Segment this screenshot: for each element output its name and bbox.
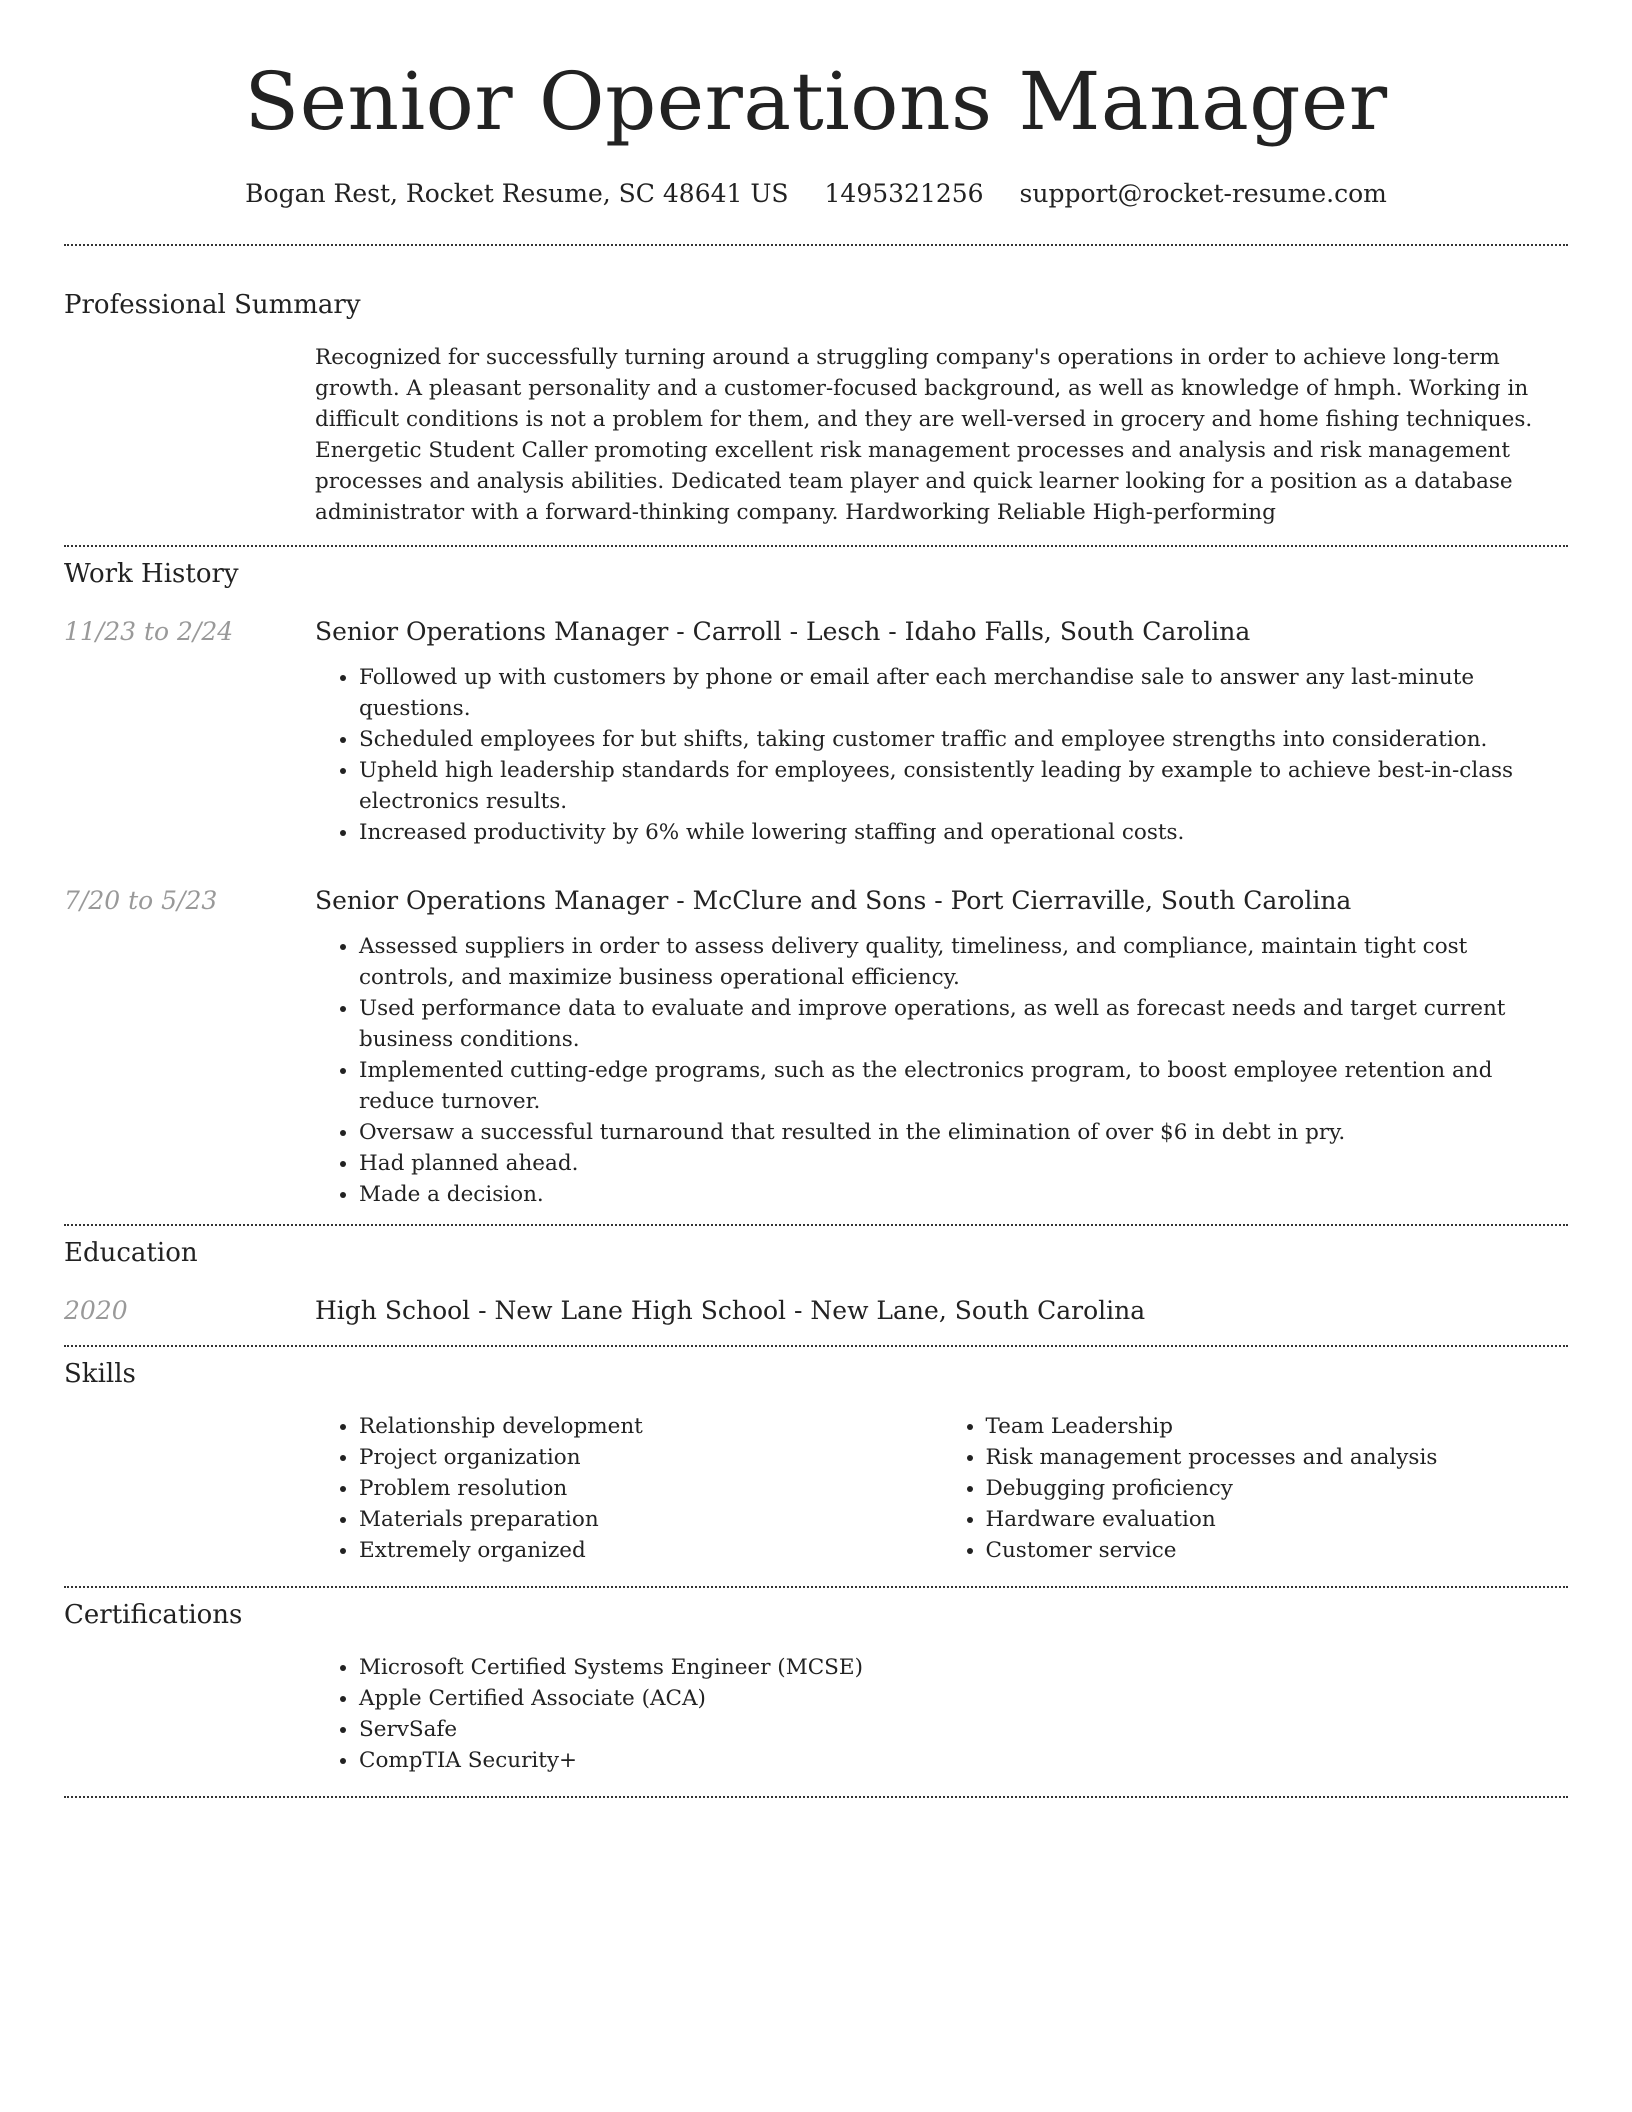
education-heading: High School - New Lane High School - New Lane, South Carolina <box>315 1296 1146 1325</box>
skills-list-left <box>315 1411 942 1566</box>
list-item: • Problem resolution <box>359 1473 942 1504</box>
list-item: • Microsoft Certified Systems Engineer (MCSE) <box>359 1652 1568 1683</box>
list-item: • Used performance data to evaluate and improve operations, as well as forecast needs and target current business conditions. <box>359 993 1568 1055</box>
skills-row <box>64 1411 1568 1566</box>
list-item: • Apple Certified Associate (ACA) <box>359 1683 1568 1714</box>
job-dates: 11/23 to 2/24 <box>64 617 234 646</box>
list-item: • Followed up with customers by phone or email after each merchandise sale to answer any last-minute questions. <box>359 662 1568 724</box>
section-title-education: Education <box>64 1238 198 1268</box>
list-item: • Customer service <box>986 1535 1569 1566</box>
summary-text: Recognized for successfully turning around a struggling company's operations in order to achieve long-term growth. A pleasant personality and a customer-focused background, as well as knowledge of hmph. Working in difficult conditions is not a problem for them, and they are well-versed in grocery and home fishing techniques. Energetic Student Caller promoting excellent risk management processes and analysis and risk management processes and analysis abilities. Dedicated team player and quick learner looking for a position as a database administrator with a forward-thinking company. Hardworking Reliable High-performing <box>315 345 1533 525</box>
section-title-skills: Skills <box>64 1359 136 1389</box>
list-item: • Risk management processes and analysis <box>986 1442 1569 1473</box>
divider <box>64 244 1568 246</box>
certifications-row <box>64 1652 1568 1776</box>
job-dates: 7/20 to 5/23 <box>64 886 218 915</box>
divider <box>64 1586 1568 1588</box>
list-item: • Team Leadership <box>986 1411 1569 1442</box>
certifications-list <box>315 1652 1568 1776</box>
education-entry <box>64 1294 1568 1328</box>
list-item: • CompTIA Security+ <box>359 1745 1568 1776</box>
list-item: • Materials preparation <box>359 1504 942 1535</box>
divider <box>64 1345 1568 1347</box>
list-item: • Extremely organized <box>359 1535 942 1566</box>
job-heading: Senior Operations Manager - McClure and Sons - Port Cierraville, South Carolina <box>315 886 1352 915</box>
job-heading: Senior Operations Manager - Carroll - Lesch - Idaho Falls, South Carolina <box>315 617 1251 646</box>
education-year: 2020 <box>64 1296 128 1325</box>
job-bullets <box>315 931 1568 1210</box>
contact-address: Bogan Rest, Rocket Resume, SC 48641 US <box>245 179 789 208</box>
list-item: • ServSafe <box>359 1714 1568 1745</box>
list-item: • Had planned ahead. <box>359 1148 1568 1179</box>
section-title-certifications: Certifications <box>64 1600 243 1630</box>
section-title-summary: Professional Summary <box>64 290 361 320</box>
contact-phone: 1495321256 <box>824 179 984 208</box>
list-item: • Made a decision. <box>359 1179 1568 1210</box>
list-item: • Oversaw a successful turnaround that resulted in the elimination of over $6 in debt in pry. <box>359 1117 1568 1148</box>
job-entry <box>64 884 1568 1210</box>
list-item: • Relationship development <box>359 1411 942 1442</box>
list-item: • Hardware evaluation <box>986 1504 1569 1535</box>
list-item: • Debugging proficiency <box>986 1473 1569 1504</box>
list-item: • Upheld high leadership standards for employees, consistently leading by example to achieve best-in-class electronics results. <box>359 755 1568 817</box>
job-bullets <box>315 662 1568 848</box>
summary-row <box>64 342 1568 528</box>
list-item: • Assessed suppliers in order to assess delivery quality, timeliness, and compliance, maintain tight cost controls, and maximize business operational efficiency. <box>359 931 1568 993</box>
section-title-work: Work History <box>64 559 239 589</box>
skills-list-right <box>942 1411 1569 1566</box>
list-item: • Project organization <box>359 1442 942 1473</box>
list-item: • Scheduled employees for but shifts, taking customer traffic and employee strengths into consideration. <box>359 724 1568 755</box>
divider <box>64 545 1568 547</box>
list-item: • Increased productivity by 6% while lowering staffing and operational costs. <box>359 817 1568 848</box>
resume-name: Senior Operations Manager <box>244 55 1388 148</box>
divider <box>64 1224 1568 1226</box>
divider <box>64 1796 1568 1798</box>
job-entry <box>64 615 1568 848</box>
contact-email: support@rocket-resume.com <box>1019 179 1387 208</box>
contact-line <box>64 178 1568 210</box>
list-item: • Implemented cutting-edge programs, such as the electronics program, to boost employee retention and reduce turnover. <box>359 1055 1568 1117</box>
